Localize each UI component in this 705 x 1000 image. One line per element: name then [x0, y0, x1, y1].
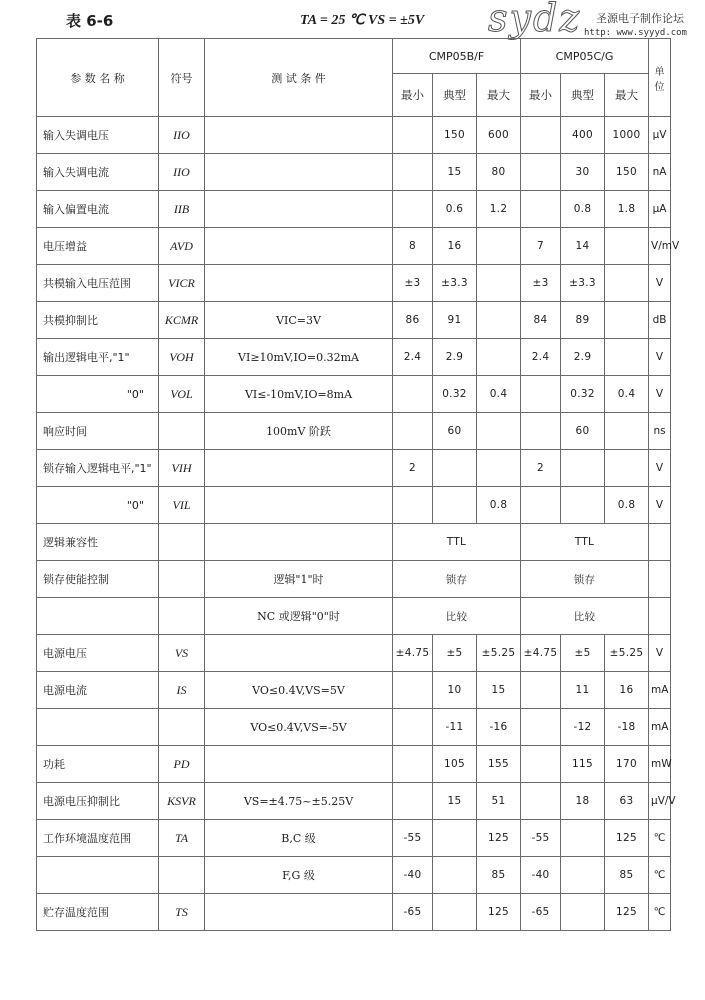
test-condition: 100mV 阶跃: [205, 413, 393, 450]
cmp05bf-max: 155: [477, 746, 521, 783]
cmp05cg-max: ±5.25: [605, 635, 649, 672]
cmp05cg-min: -40: [521, 857, 561, 894]
header-b-typ: 典型: [433, 74, 477, 117]
cmp05bf-max: 125: [477, 820, 521, 857]
cmp05cg-typ: 60: [561, 413, 605, 450]
cmp05bf-typ: [433, 450, 477, 487]
param-symbol: IIO: [159, 154, 205, 191]
watermark-logo: sydz: [488, 0, 582, 40]
table-row: [37, 820, 671, 857]
param-symbol: VOH: [159, 339, 205, 376]
param-name: 电源电压: [37, 635, 159, 672]
cmp05bf-value: 锁存: [393, 561, 521, 598]
header-condition: 测 试 条 件: [205, 39, 393, 117]
param-name: 贮存温度范围: [37, 894, 159, 931]
cmp05cg-max: 125: [605, 894, 649, 931]
param-name: 电源电流: [37, 672, 159, 709]
cmp05cg-typ: [561, 450, 605, 487]
param-unit: V: [649, 487, 671, 524]
test-condition: [205, 635, 393, 672]
cmp05bf-typ: 16: [433, 228, 477, 265]
param-name: [37, 709, 159, 746]
cmp05bf-min: [393, 783, 433, 820]
param-name: 锁存使能控制: [37, 561, 159, 598]
cmp05bf-typ: ±3.3: [433, 265, 477, 302]
param-symbol: [159, 857, 205, 894]
cmp05cg-max: 0.8: [605, 487, 649, 524]
cmp05cg-max: 125: [605, 820, 649, 857]
cmp05bf-min: [393, 413, 433, 450]
test-condition: [205, 450, 393, 487]
cmp05cg-max: [605, 339, 649, 376]
cmp05cg-typ: ±5: [561, 635, 605, 672]
param-unit: mW: [649, 746, 671, 783]
param-unit: ℃: [649, 894, 671, 931]
header-symbol: 符号: [159, 39, 205, 117]
cmp05cg-typ: 400: [561, 117, 605, 154]
test-condition: NC 或逻辑"0"时: [205, 598, 393, 635]
param-symbol: VOL: [159, 376, 205, 413]
header-row-1: [37, 39, 671, 74]
cmp05bf-typ: [433, 894, 477, 931]
cmp05cg-typ: 0.8: [561, 191, 605, 228]
cmp05cg-typ: -12: [561, 709, 605, 746]
cmp05bf-typ: 15: [433, 783, 477, 820]
cmp05bf-max: 0.4: [477, 376, 521, 413]
cmp05bf-max: -16: [477, 709, 521, 746]
cmp05bf-min: [393, 672, 433, 709]
cmp05cg-typ: 18: [561, 783, 605, 820]
param-name: [37, 598, 159, 635]
table-row: [37, 191, 671, 228]
param-symbol: KCMR: [159, 302, 205, 339]
cmp05bf-max: 0.8: [477, 487, 521, 524]
param-unit: V/mV: [649, 228, 671, 265]
cmp05bf-max: 1.2: [477, 191, 521, 228]
param-name: 锁存输入逻辑电平,"1": [37, 450, 159, 487]
cmp05cg-typ: 0.32: [561, 376, 605, 413]
cmp05bf-typ: [433, 487, 477, 524]
cmp05cg-min: 7: [521, 228, 561, 265]
cmp05cg-min: [521, 746, 561, 783]
header-b-min: 最小: [393, 74, 433, 117]
param-unit: V: [649, 376, 671, 413]
cmp05bf-max: 15: [477, 672, 521, 709]
header-group-cmp05bf: CMP05B/F: [393, 39, 521, 74]
cmp05cg-value: TTL: [521, 524, 649, 561]
test-condition: [205, 524, 393, 561]
table-label: 表 6-6: [66, 12, 114, 30]
cmp05bf-max: [477, 265, 521, 302]
param-symbol: AVD: [159, 228, 205, 265]
param-unit: ns: [649, 413, 671, 450]
param-symbol: VIH: [159, 450, 205, 487]
header-c-min: 最小: [521, 74, 561, 117]
cmp05bf-min: 2: [393, 450, 433, 487]
param-name: 电压增益: [37, 228, 159, 265]
cmp05bf-max: ±5.25: [477, 635, 521, 672]
cmp05bf-max: 85: [477, 857, 521, 894]
table-row: [37, 228, 671, 265]
param-name: 输入偏置电流: [37, 191, 159, 228]
table-row: [37, 450, 671, 487]
param-unit: V: [649, 635, 671, 672]
cmp05cg-min: [521, 191, 561, 228]
header-b-max: 最大: [477, 74, 521, 117]
cmp05bf-min: ±3: [393, 265, 433, 302]
cmp05bf-min: [393, 746, 433, 783]
cmp05cg-typ: 115: [561, 746, 605, 783]
table-row: [37, 524, 671, 561]
cmp05cg-max: 85: [605, 857, 649, 894]
param-symbol: PD: [159, 746, 205, 783]
spec-table: [36, 38, 680, 931]
test-condition: [205, 154, 393, 191]
cmp05cg-typ: [561, 820, 605, 857]
param-symbol: [159, 598, 205, 635]
test-condition: 逻辑"1"时: [205, 561, 393, 598]
cmp05bf-min: [393, 117, 433, 154]
test-condition: [205, 191, 393, 228]
watermark-url: http: www.syyyd.com: [584, 28, 687, 38]
cmp05cg-max: 1000: [605, 117, 649, 154]
cmp05cg-max: 1.8: [605, 191, 649, 228]
table-row: [37, 598, 671, 635]
param-unit: μV/V: [649, 783, 671, 820]
param-name: 输入失调电压: [37, 117, 159, 154]
table-row: [37, 413, 671, 450]
cmp05cg-max: [605, 413, 649, 450]
cmp05bf-min: -65: [393, 894, 433, 931]
cmp05cg-max: 0.4: [605, 376, 649, 413]
watermark: [488, 2, 703, 42]
param-unit: nA: [649, 154, 671, 191]
cmp05cg-typ: 2.9: [561, 339, 605, 376]
table-row: [37, 894, 671, 931]
param-name: "0": [37, 487, 159, 524]
cmp05bf-typ: 0.32: [433, 376, 477, 413]
cmp05cg-min: 84: [521, 302, 561, 339]
test-condition: VI≤-10mV,IO=8mA: [205, 376, 393, 413]
test-condition: F,G 级: [205, 857, 393, 894]
param-name: 响应时间: [37, 413, 159, 450]
cmp05bf-max: [477, 339, 521, 376]
param-name: 逻辑兼容性: [37, 524, 159, 561]
param-unit: dB: [649, 302, 671, 339]
cmp05bf-max: 600: [477, 117, 521, 154]
param-name: 共模输入电压范围: [37, 265, 159, 302]
param-name: 共模抑制比: [37, 302, 159, 339]
cmp05cg-max: 63: [605, 783, 649, 820]
cmp05bf-max: [477, 413, 521, 450]
cmp05bf-min: 86: [393, 302, 433, 339]
cmp05cg-typ: 89: [561, 302, 605, 339]
param-unit: ℃: [649, 857, 671, 894]
cmp05bf-max: 125: [477, 894, 521, 931]
cmp05cg-min: [521, 709, 561, 746]
cmp05bf-min: -40: [393, 857, 433, 894]
cmp05cg-typ: 30: [561, 154, 605, 191]
table-row: [37, 339, 671, 376]
param-unit: V: [649, 339, 671, 376]
test-condition: [205, 265, 393, 302]
table-row: [37, 154, 671, 191]
cmp05cg-min: [521, 413, 561, 450]
cmp05cg-min: [521, 154, 561, 191]
cmp05bf-typ: ±5: [433, 635, 477, 672]
param-unit: mA: [649, 672, 671, 709]
cmp05cg-max: [605, 265, 649, 302]
param-symbol: IS: [159, 672, 205, 709]
table-row: [37, 709, 671, 746]
table-row: [37, 376, 671, 413]
cmp05bf-min: [393, 709, 433, 746]
cmp05cg-max: -18: [605, 709, 649, 746]
param-unit: V: [649, 450, 671, 487]
watermark-forum-name: 圣源电子制作论坛: [596, 12, 684, 25]
cmp05bf-max: [477, 302, 521, 339]
test-condition: VO≤0.4V,VS=-5V: [205, 709, 393, 746]
cmp05cg-value: 锁存: [521, 561, 649, 598]
cmp05cg-min: ±4.75: [521, 635, 561, 672]
cmp05bf-typ: -11: [433, 709, 477, 746]
cmp05bf-min: ±4.75: [393, 635, 433, 672]
test-condition: VS=±4.75~±5.25V: [205, 783, 393, 820]
cmp05bf-max: 80: [477, 154, 521, 191]
param-name: 工作环境温度范围: [37, 820, 159, 857]
cmp05cg-typ: [561, 487, 605, 524]
param-symbol: VICR: [159, 265, 205, 302]
cmp05cg-typ: ±3.3: [561, 265, 605, 302]
cmp05cg-max: 150: [605, 154, 649, 191]
cmp05bf-typ: 105: [433, 746, 477, 783]
cmp05cg-typ: 14: [561, 228, 605, 265]
table-row: [37, 117, 671, 154]
table-condition-line: TA = 25 ℃ VS = ±5V: [300, 13, 425, 28]
test-condition: VIC=3V: [205, 302, 393, 339]
cmp05bf-typ: [433, 857, 477, 894]
param-unit: ℃: [649, 820, 671, 857]
param-symbol: [159, 709, 205, 746]
cmp05cg-max: [605, 450, 649, 487]
param-name: "0": [37, 376, 159, 413]
cmp05cg-min: -55: [521, 820, 561, 857]
param-name: 输入失调电流: [37, 154, 159, 191]
cmp05cg-max: [605, 302, 649, 339]
cmp05bf-min: [393, 376, 433, 413]
cmp05cg-min: [521, 783, 561, 820]
cmp05cg-max: 16: [605, 672, 649, 709]
test-condition: [205, 487, 393, 524]
cmp05cg-min: [521, 672, 561, 709]
cmp05bf-max: [477, 450, 521, 487]
table-row: [37, 783, 671, 820]
param-symbol: [159, 413, 205, 450]
param-symbol: TS: [159, 894, 205, 931]
table-row: [37, 561, 671, 598]
cmp05bf-typ: 150: [433, 117, 477, 154]
test-condition: [205, 228, 393, 265]
test-condition: [205, 746, 393, 783]
cmp05cg-min: 2.4: [521, 339, 561, 376]
cmp05bf-min: 8: [393, 228, 433, 265]
cmp05bf-min: [393, 191, 433, 228]
table-row: [37, 302, 671, 339]
test-condition: VO≤0.4V,VS=5V: [205, 672, 393, 709]
cmp05bf-typ: 10: [433, 672, 477, 709]
cmp05bf-max: [477, 228, 521, 265]
param-name: 电源电压抑制比: [37, 783, 159, 820]
cmp05cg-min: [521, 487, 561, 524]
cmp05cg-min: 2: [521, 450, 561, 487]
cmp05bf-typ: 0.6: [433, 191, 477, 228]
test-condition: [205, 117, 393, 154]
param-unit: [649, 524, 671, 561]
table-row: [37, 487, 671, 524]
param-unit: μV: [649, 117, 671, 154]
cmp05cg-typ: [561, 857, 605, 894]
table-row: [37, 857, 671, 894]
param-symbol: [159, 561, 205, 598]
header-group-cmp05cg: CMP05C/G: [521, 39, 649, 74]
cmp05cg-typ: 11: [561, 672, 605, 709]
table-row: [37, 265, 671, 302]
header-unit: 单 位: [649, 39, 671, 117]
cmp05bf-min: -55: [393, 820, 433, 857]
cmp05bf-min: 2.4: [393, 339, 433, 376]
param-symbol: TA: [159, 820, 205, 857]
cmp05bf-typ: [433, 820, 477, 857]
param-unit: μA: [649, 191, 671, 228]
cmp05cg-max: [605, 228, 649, 265]
table-row: [37, 672, 671, 709]
param-symbol: KSVR: [159, 783, 205, 820]
cmp05bf-typ: 91: [433, 302, 477, 339]
cmp05bf-min: [393, 154, 433, 191]
param-name: 功耗: [37, 746, 159, 783]
table-row: [37, 746, 671, 783]
table-row: [37, 635, 671, 672]
header-c-typ: 典型: [561, 74, 605, 117]
cmp05cg-min: [521, 376, 561, 413]
param-unit: V: [649, 265, 671, 302]
param-unit: [649, 598, 671, 635]
header-c-max: 最大: [605, 74, 649, 117]
cmp05cg-min: ±3: [521, 265, 561, 302]
cmp05cg-value: 比较: [521, 598, 649, 635]
cmp05bf-value: 比较: [393, 598, 521, 635]
cmp05cg-max: 170: [605, 746, 649, 783]
test-condition: [205, 894, 393, 931]
cmp05cg-min: [521, 117, 561, 154]
cmp05bf-min: [393, 487, 433, 524]
param-symbol: VS: [159, 635, 205, 672]
spec-table-body: [37, 117, 680, 931]
cmp05cg-typ: [561, 894, 605, 931]
header-param: 参 数 名 称: [37, 39, 159, 117]
param-unit: [649, 561, 671, 598]
cmp05bf-max: 51: [477, 783, 521, 820]
cmp05cg-min: -65: [521, 894, 561, 931]
test-condition: VI≥10mV,IO=0.32mA: [205, 339, 393, 376]
cmp05bf-value: TTL: [393, 524, 521, 561]
param-name: [37, 857, 159, 894]
cmp05bf-typ: 60: [433, 413, 477, 450]
param-name: 输出逻辑电平,"1": [37, 339, 159, 376]
param-symbol: IIB: [159, 191, 205, 228]
cmp05bf-typ: 2.9: [433, 339, 477, 376]
param-symbol: [159, 524, 205, 561]
cmp05bf-typ: 15: [433, 154, 477, 191]
param-unit: mA: [649, 709, 671, 746]
param-symbol: IIO: [159, 117, 205, 154]
test-condition: B,C 级: [205, 820, 393, 857]
param-symbol: VIL: [159, 487, 205, 524]
